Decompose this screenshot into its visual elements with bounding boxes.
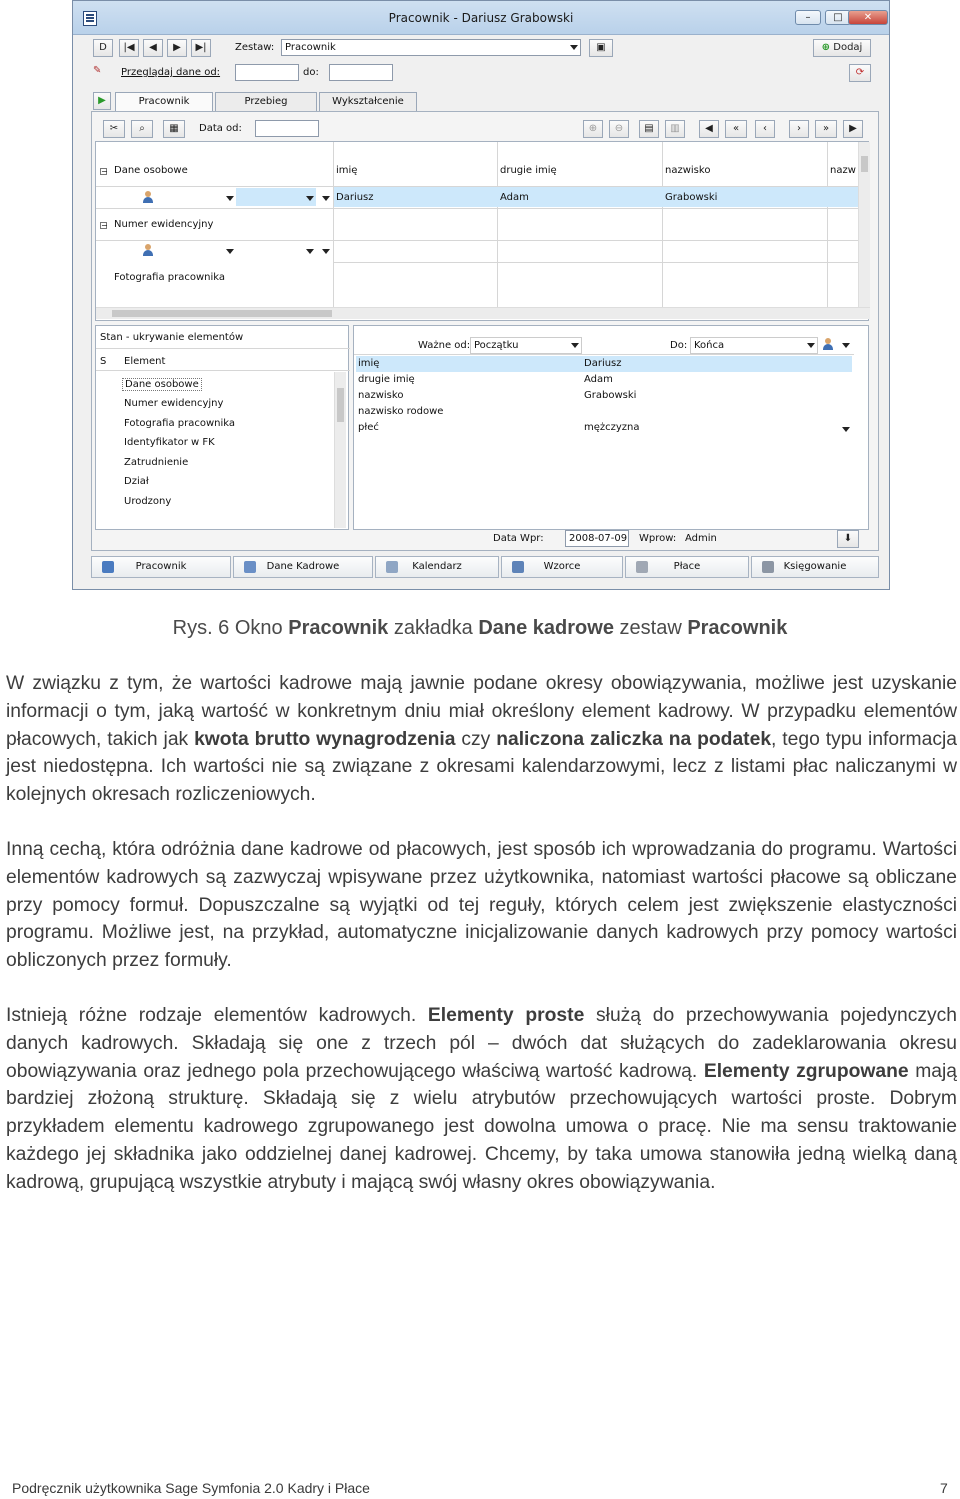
chevron-down-icon <box>571 343 579 348</box>
figure-caption <box>0 617 960 640</box>
chevron-down-icon[interactable] <box>842 343 850 348</box>
elements-grid <box>95 141 869 321</box>
caption-text: zakładka <box>388 617 479 639</box>
detail-value[interactable]: Grabowski <box>584 390 637 401</box>
tab-pracownik[interactable]: Pracownik <box>115 92 213 111</box>
paragraph-1 <box>6 670 957 809</box>
fast-forward-icon[interactable]: » <box>815 120 837 138</box>
bottom-tab-place[interactable] <box>625 556 749 578</box>
bottom-tab-kalendarz[interactable] <box>375 556 499 578</box>
list-item[interactable]: Zatrudnienie <box>124 457 189 468</box>
chevron-down-icon[interactable] <box>226 249 234 254</box>
chevron-down-icon[interactable] <box>842 427 850 432</box>
do-label: do: <box>303 67 319 78</box>
paragraph-2: Inną cechą, która odróżnia dane kadrowe od płacowych, jest sposób ich wprowadzania do programu. Wartości elementów kadrowych są zazwyczaj wpisywane przez użytkownika, natomiast wartości płacowe są obliczane przy pomocy formuł. Dopuszczalne są wyjątki od tej reguły, których celem jest zwiększenie elastyczności programu. Możliwe jest, na przykład, automatyczne inicjalizowanie danych kadrowych przy pomocy wartości obliczonych przez formuły. <box>6 839 957 972</box>
do-value: Końca <box>694 340 725 351</box>
play-icon[interactable]: ▶ <box>93 92 111 110</box>
list-item[interactable]: Dział <box>124 476 149 487</box>
window-titlebar <box>73 1 889 35</box>
bottom-tab-label: Kalendarz <box>412 561 462 572</box>
wprow-value: Admin <box>685 533 717 544</box>
cell-drugie-imie[interactable]: Adam <box>500 192 529 203</box>
bottom-tab-wzorce[interactable] <box>501 556 623 578</box>
col-header-nazwisko[interactable]: nazwisko <box>665 165 711 176</box>
text-run: mają bardziej złożoną strukturę. Składają się z wielu atrybutów przechowujących wartości proste. Dobrym przykładem elementu kadrowego zgrupowanego jest dowolna umowa o pracę. Nie ma sensu traktowanie każdego jej składnika jako oddzielnej danej kadrowej. Chcemy, by taka umowa stanowiła jedną wielką daną kadrową, grupującą wszystkie atrybuty i mającą swój własny okres obowiązywania. <box>6 1060 957 1193</box>
calendar-icon[interactable]: ▦ <box>163 120 185 138</box>
state-list-scrollbar[interactable] <box>334 372 346 528</box>
person-icon[interactable] <box>822 338 834 350</box>
dodaj-label: Dodaj <box>833 42 863 53</box>
list-item[interactable]: Fotografia pracownika <box>124 418 235 429</box>
bold-run: Elementy proste <box>427 1005 585 1026</box>
przegladaj-label: Przeglądaj dane od: <box>121 67 221 78</box>
close-button[interactable]: ✕ <box>848 10 888 25</box>
date-from-input[interactable] <box>235 64 299 81</box>
person-icon <box>142 244 154 256</box>
bold-run: kwota brutto wynagrodzenia <box>194 728 456 750</box>
bottom-tab-label: Płace <box>673 561 701 572</box>
detail-value[interactable]: Dariusz <box>584 358 622 369</box>
caption-bold: Pracownik <box>288 617 389 639</box>
window-title: Pracownik - Dariusz Grabowski <box>388 11 574 25</box>
maximize-button[interactable]: □ <box>825 10 851 25</box>
bold-run: naliczona zaliczka na podatek <box>496 728 772 750</box>
zestaw-label: Zestaw: <box>235 42 275 53</box>
refresh-icon[interactable]: ⟳ <box>849 64 871 82</box>
print-icon[interactable]: ▣ <box>589 39 613 57</box>
cell-nazwisko[interactable]: Grabowski <box>665 192 718 203</box>
collapse-dane-osobowe-icon[interactable]: − <box>101 167 108 176</box>
data-od-label: Data od: <box>199 123 242 134</box>
cell-imie[interactable]: Dariusz <box>336 192 374 203</box>
plus-icon: ⊕ <box>821 42 831 53</box>
wazne-od-select[interactable] <box>470 337 582 354</box>
tree-fotografia[interactable]: Fotografia pracownika <box>114 272 225 283</box>
col-header-imie[interactable]: imię <box>336 165 358 176</box>
list-item[interactable]: Numer ewidencyjny <box>124 398 224 409</box>
nav-start-icon[interactable]: |◀ <box>119 39 139 57</box>
copy-icon[interactable]: ▥ <box>665 120 685 138</box>
bottom-tab-label: Wzorce <box>543 561 581 572</box>
chevron-down-icon <box>570 45 578 50</box>
state-list <box>122 374 332 524</box>
wazne-od-value: Początku <box>474 340 519 351</box>
tree-dane-osobowe[interactable]: Dane osobowe <box>114 165 188 176</box>
last-record-icon[interactable]: ▶ <box>843 120 863 138</box>
bottom-tab-dane-kadrowe[interactable] <box>233 556 373 578</box>
caption-bold: Pracownik <box>687 617 788 639</box>
col-element: Element <box>124 356 166 367</box>
bottom-tab-pracownik[interactable] <box>91 556 231 578</box>
detail-label: nazwisko <box>358 390 404 401</box>
list-item[interactable]: Urodzony <box>124 496 172 507</box>
detail-label: drugie imię <box>358 374 415 385</box>
state-panel-title: Stan - ukrywanie elementów <box>100 332 244 343</box>
text-run: służą do przechowywania pojedynczych danych kadrowych. Składają się one z trzech pól – dwóch dat służących do zadeklarowania okresu obowiązywania oraz jednego pola przechowującego właściwą wartość kadrową. <box>6 1005 957 1082</box>
data-wpr-value[interactable]: 2008-07-09 <box>565 530 629 547</box>
detail-value[interactable]: mężczyzna <box>584 422 640 433</box>
do-select[interactable] <box>690 337 818 354</box>
chevron-down-icon[interactable] <box>322 249 330 254</box>
edit-icon[interactable]: ✎ <box>93 65 102 76</box>
bottom-tab-label: Dane Kadrowe <box>266 561 340 572</box>
chevron-down-icon[interactable] <box>322 196 330 201</box>
list-item[interactable]: Identyfikator w FK <box>124 437 215 448</box>
bottom-tab-label: Księgowanie <box>783 561 847 572</box>
nav-first-button[interactable]: D <box>93 39 113 57</box>
state-panel <box>95 325 349 530</box>
grid-row-selected[interactable] <box>334 187 858 207</box>
bottom-tab-label: Pracownik <box>135 561 187 572</box>
download-icon[interactable]: ⬇ <box>837 530 859 548</box>
tree-numer-ewidencyjny[interactable]: Numer ewidencyjny <box>114 219 214 230</box>
nav-prev-icon[interactable]: ◀ <box>143 39 163 57</box>
list-item[interactable]: Dane osobowe <box>122 378 202 391</box>
wazne-od-label: Ważne od: <box>418 340 471 351</box>
col-s: S <box>100 356 107 367</box>
footer-title: Podręcznik użytkownika Sage Symfonia 2.0 Kadry i Płace <box>12 1480 370 1496</box>
chevron-down-icon <box>807 343 815 348</box>
tab-wyksztalcenie[interactable]: Wykształcenie <box>319 92 417 111</box>
text-run: Istnieją różne rodzaje elementów kadrowych. <box>6 1005 428 1026</box>
data-wpr-label: Data Wpr: <box>493 533 544 544</box>
zestaw-value: Pracownik <box>285 42 336 53</box>
remove-row-icon[interactable]: ⊖ <box>609 120 629 138</box>
text-run: , tego typu informacja jest niedostępna. Ich wartości nie są związane z okresami kalendarzowymi, lecz z listami płac naliczanymi w kolejnych okresach rozliczeniowych. <box>6 728 957 806</box>
grid-horizontal-scrollbar[interactable] <box>96 307 870 319</box>
pracownik-window <box>72 0 890 590</box>
chevron-down-icon[interactable] <box>226 196 234 201</box>
col-header-nazw[interactable]: nazw <box>830 165 856 176</box>
dodaj-button[interactable] <box>813 39 871 57</box>
chevron-down-icon[interactable] <box>306 196 314 201</box>
search-icon[interactable]: ⌕ <box>131 120 153 138</box>
person-icon <box>142 191 154 203</box>
bold-run: Elementy zgrupowane <box>703 1060 909 1082</box>
minimize-button[interactable]: – <box>795 10 821 25</box>
grid-vertical-scrollbar[interactable] <box>858 142 870 307</box>
caption-text: zestaw <box>613 617 688 639</box>
col-header-drugie-imie[interactable]: drugie imię <box>500 165 557 176</box>
tab-przebieg-zatrudnienia[interactable]: Przebieg <box>215 92 317 111</box>
text-run: czy <box>455 728 497 750</box>
paragraph-3 <box>6 1002 957 1197</box>
data-od-input[interactable] <box>255 120 319 137</box>
prev-record-icon[interactable]: ‹ <box>755 120 775 138</box>
detail-label: płeć <box>358 422 379 433</box>
tools-icon[interactable]: ✂ <box>103 120 125 138</box>
date-to-input[interactable] <box>329 64 393 81</box>
zestaw-select[interactable] <box>281 39 581 56</box>
nav-next-icon[interactable]: ▶ <box>167 39 187 57</box>
add-row-icon[interactable]: ⊕ <box>583 120 603 138</box>
chevron-down-icon[interactable] <box>306 249 314 254</box>
next-record-icon[interactable]: › <box>789 120 809 138</box>
caption-text: Rys. 6 Okno <box>172 617 289 639</box>
do-label-detail: Do: <box>670 340 688 351</box>
filter-cell-selected[interactable] <box>236 188 316 206</box>
wprow-label: Wprow: <box>639 533 677 544</box>
text-run: W związku z tym, że wartości kadrowe mają jawnie podane okresy obowiązywania, możliwe jest uzyskanie informacji o tym, jaką wartość w konkretnym dniu miał określony element kadrowy. W przypadku elementów płacowych, takich jak <box>6 673 957 750</box>
bottom-tab-ksiegowanie[interactable] <box>751 556 879 578</box>
page-number: 7 <box>940 1480 948 1496</box>
detail-label: nazwisko rodowe <box>358 406 444 417</box>
nav-end-icon[interactable]: ▶| <box>191 39 211 57</box>
collapse-numer-icon[interactable]: − <box>101 221 108 230</box>
rewind-icon[interactable]: « <box>725 120 747 138</box>
detail-value[interactable]: Adam <box>584 374 613 385</box>
detail-panel <box>353 325 869 530</box>
first-record-icon[interactable]: ◀ <box>699 120 719 138</box>
caption-bold: Dane kadrowe <box>478 617 614 639</box>
detail-label: imię <box>358 358 380 369</box>
save-icon[interactable]: ▤ <box>639 120 659 138</box>
